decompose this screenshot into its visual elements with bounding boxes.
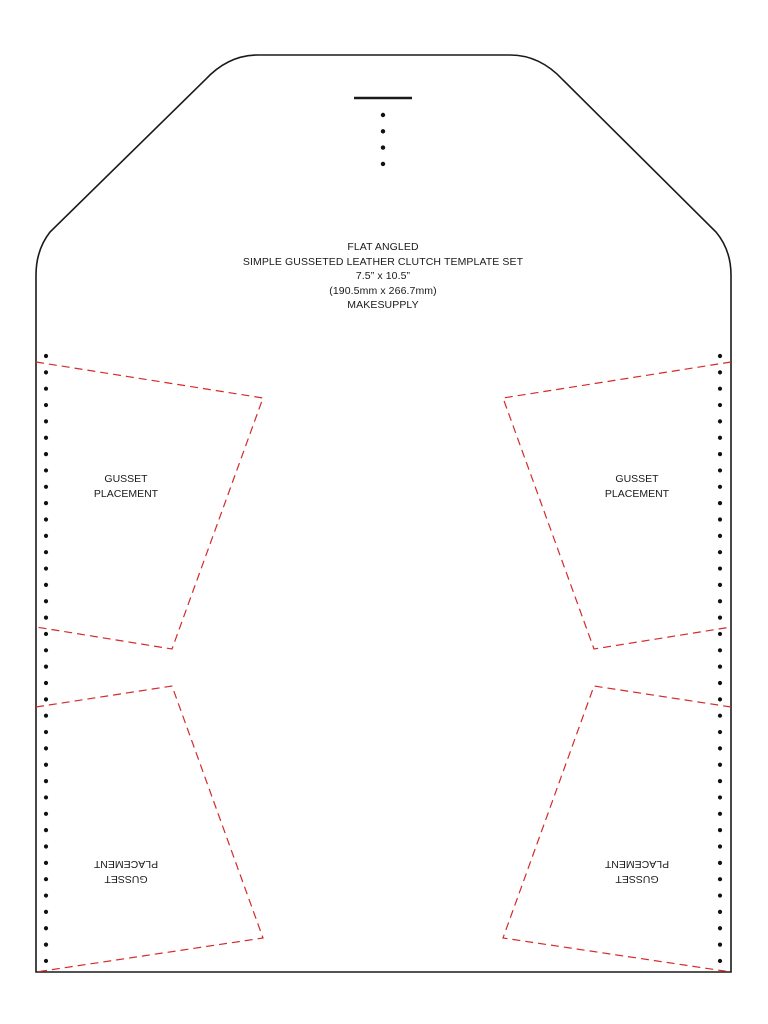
right-stitch-holes <box>718 354 722 963</box>
stitch-hole <box>718 861 722 865</box>
gusset-label-line-1: GUSSET <box>104 873 148 885</box>
gusset-label-line-1: GUSSET <box>615 473 659 485</box>
title-line-3: 7.5” x 10.5” <box>355 270 411 282</box>
gusset-label-line-1: GUSSET <box>104 473 148 485</box>
stitch-hole <box>44 550 48 554</box>
stitch-hole <box>44 828 48 832</box>
gusset-label-line-2: PLACEMENT <box>93 488 159 500</box>
stitch-hole <box>718 943 722 947</box>
stitch-hole <box>44 534 48 538</box>
stitch-hole <box>718 534 722 538</box>
stitch-hole <box>44 354 48 358</box>
stitch-hole <box>44 730 48 734</box>
stitch-hole <box>44 566 48 570</box>
stitch-hole <box>44 714 48 718</box>
stitch-hole <box>718 746 722 750</box>
stitch-hole <box>718 501 722 505</box>
gusset-label-top-right <box>567 472 707 502</box>
stitch-hole <box>44 763 48 767</box>
stitch-hole <box>44 779 48 783</box>
stitch-hole <box>44 697 48 701</box>
stitch-hole <box>718 452 722 456</box>
stitch-hole <box>44 517 48 521</box>
stitch-hole <box>718 828 722 832</box>
stitch-hole <box>718 812 722 816</box>
stitch-hole <box>718 910 722 914</box>
stitch-hole <box>44 861 48 865</box>
stitch-hole <box>718 648 722 652</box>
gusset-label-top-left <box>56 472 196 502</box>
stitch-hole <box>44 468 48 472</box>
stitch-hole <box>44 943 48 947</box>
stitch-hole <box>44 844 48 848</box>
template-outline <box>36 55 731 972</box>
stitch-hole <box>718 550 722 554</box>
stitch-hole <box>718 779 722 783</box>
title-line-2: SIMPLE GUSSETED LEATHER CLUTCH TEMPLATE SET <box>242 255 524 268</box>
stitch-hole <box>718 599 722 603</box>
stitch-hole <box>44 795 48 799</box>
stitch-hole <box>718 795 722 799</box>
stitch-hole <box>718 354 722 358</box>
stitch-hole <box>718 403 722 407</box>
stitch-hole <box>718 877 722 881</box>
gusset-outline-bottom-left <box>36 686 263 972</box>
stitch-hole <box>44 632 48 636</box>
stitch-hole <box>718 714 722 718</box>
stitch-hole <box>718 681 722 685</box>
stitch-hole <box>381 113 385 117</box>
title-line-5: MAKESUPPLY <box>347 299 419 311</box>
stitch-hole <box>718 566 722 570</box>
stitch-hole <box>44 599 48 603</box>
stitch-hole <box>718 583 722 587</box>
top-stitch-holes <box>381 113 385 166</box>
gusset-label-bottom-right <box>567 856 707 886</box>
stitch-hole <box>718 517 722 521</box>
gusset-outline-top-right <box>503 362 731 649</box>
stitch-hole <box>44 910 48 914</box>
gusset-label-line-2: PLACEMENT <box>604 488 670 500</box>
stitch-hole <box>718 763 722 767</box>
title-line-4: (190.5mm x 266.7mm) <box>329 284 437 297</box>
gusset-label-line-2: PLACEMENT <box>604 858 670 870</box>
stitch-hole <box>44 485 48 489</box>
stitch-hole <box>44 387 48 391</box>
stitch-hole <box>718 893 722 897</box>
stitch-hole <box>381 162 385 166</box>
stitch-hole <box>44 926 48 930</box>
stitch-hole <box>44 403 48 407</box>
stitch-hole <box>718 370 722 374</box>
stitch-hole <box>44 419 48 423</box>
left-stitch-holes <box>44 354 48 963</box>
stitch-hole <box>718 697 722 701</box>
stitch-hole <box>44 501 48 505</box>
stitch-hole <box>44 616 48 620</box>
stitch-hole <box>718 959 722 963</box>
stitch-hole <box>44 370 48 374</box>
stitch-hole <box>381 145 385 149</box>
gusset-outline-bottom-right <box>503 686 731 972</box>
stitch-hole <box>44 959 48 963</box>
stitch-hole <box>718 632 722 636</box>
stitch-hole <box>718 730 722 734</box>
stitch-hole <box>44 452 48 456</box>
stitch-hole <box>718 616 722 620</box>
stitch-hole <box>718 387 722 391</box>
stitch-hole <box>44 893 48 897</box>
stitch-hole <box>44 436 48 440</box>
gusset-label-line-2: PLACEMENT <box>93 858 159 870</box>
gusset-outline-top-left <box>36 362 263 649</box>
stitch-hole <box>718 436 722 440</box>
stitch-hole <box>44 746 48 750</box>
stitch-hole <box>718 665 722 669</box>
stitch-hole <box>718 844 722 848</box>
stitch-hole <box>718 926 722 930</box>
stitch-hole <box>44 812 48 816</box>
stitch-hole <box>718 468 722 472</box>
title-line-1: FLAT ANGLED <box>347 241 419 253</box>
stitch-hole <box>44 681 48 685</box>
stitch-hole <box>381 129 385 133</box>
stitch-hole <box>44 648 48 652</box>
gusset-label-bottom-left <box>56 856 196 886</box>
stitch-hole <box>718 485 722 489</box>
stitch-hole <box>44 583 48 587</box>
stitch-hole <box>44 665 48 669</box>
gusset-label-line-1: GUSSET <box>615 873 659 885</box>
stitch-hole <box>718 419 722 423</box>
template-title-block <box>200 240 566 313</box>
stitch-hole <box>44 877 48 881</box>
